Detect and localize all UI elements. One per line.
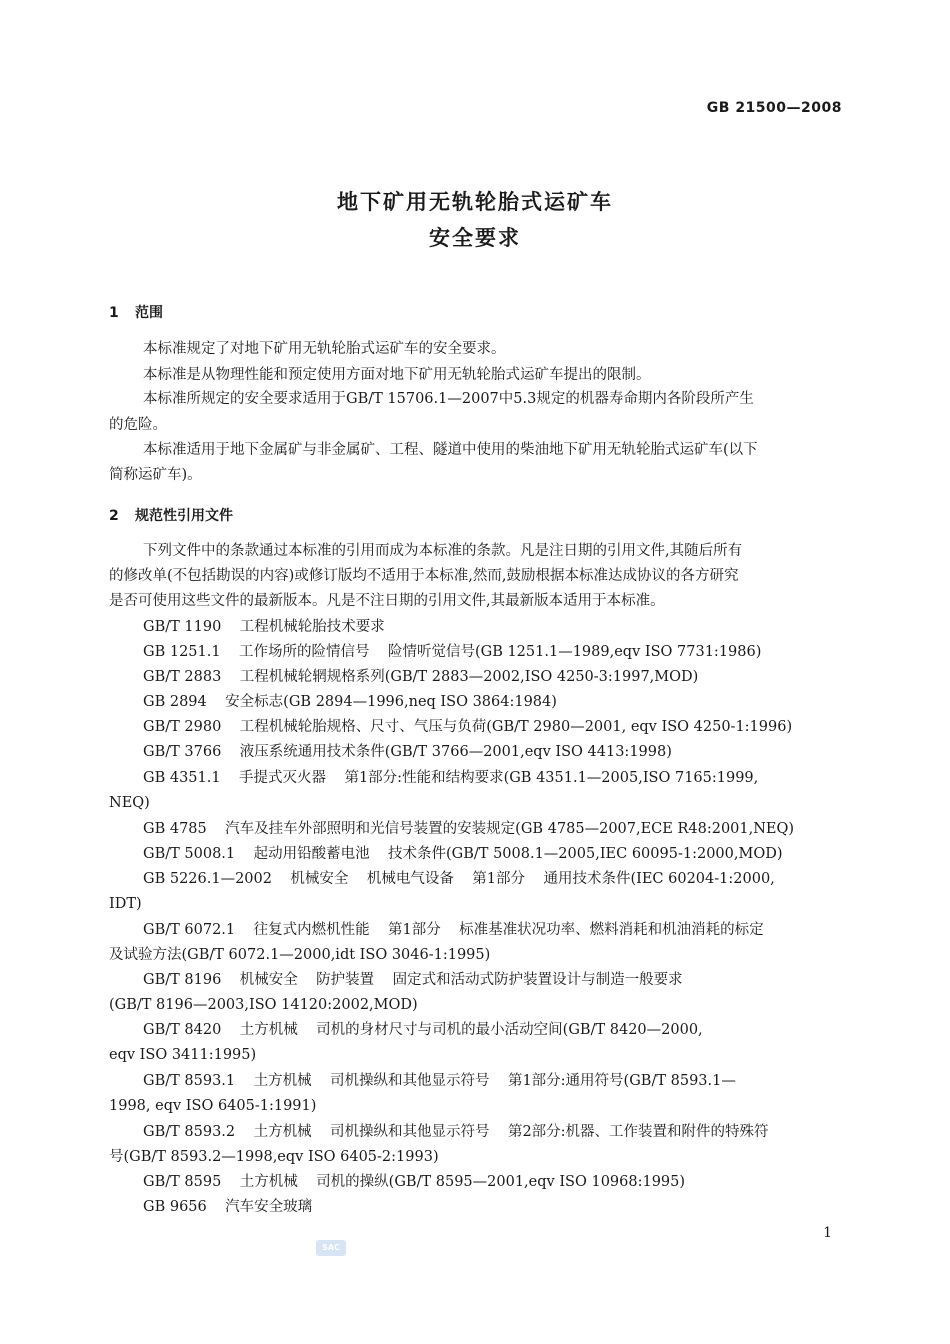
reference-line: GB 9656 汽车安全玻璃 <box>143 1199 313 1215</box>
standard-code: GB 21500—2008 <box>706 100 842 116</box>
section-title: 范围 <box>135 305 163 321</box>
reference-line: GB/T 8420 土方机械 司机的身材尺寸与司机的最小活动空间(GB/T 8420—2000, <box>143 1022 703 1038</box>
paragraph-line: 的危险。 <box>109 417 167 433</box>
reference-line: GB/T 3766 液压系统通用技术条件(GB/T 3766—2001,eqv ISO 4413:1998) <box>143 744 672 760</box>
paragraph-line: 本标准规定了对地下矿用无轨轮胎式运矿车的安全要求。 <box>143 341 506 357</box>
sac-logo: SAC <box>316 1240 346 1256</box>
document-subtitle: 安全要求 <box>429 226 521 250</box>
paragraph-line: 下列文件中的条款通过本标准的引用而成为本标准的条款。凡是注日期的引用文件,其随后所有 <box>143 543 743 559</box>
section-title: 规范性引用文件 <box>135 508 233 524</box>
reference-line: GB/T 8595 土方机械 司机的操纵(GB/T 8595—2001,eqv ISO 10968:1995) <box>143 1174 686 1190</box>
reference-line: 及试验方法(GB/T 6072.1—2000,idt ISO 3046-1:1995) <box>109 947 491 963</box>
reference-line: GB 4785 汽车及挂车外部照明和光信号装置的安装规定(GB 4785—2007,ECE R48:2001,NEQ) <box>143 821 795 837</box>
paragraph-line: 本标准是从物理性能和预定使用方面对地下矿用无轨轮胎式运矿车提出的限制。 <box>143 367 651 383</box>
paragraph-line: 的修改单(不包括勘误的内容)或修订版均不适用于本标准,然而,鼓励根据本标准达成协议的各方研究 <box>109 568 739 584</box>
section-2-heading <box>109 505 233 525</box>
paragraph-line: 本标准适用于地下金属矿与非金属矿、工程、隧道中使用的柴油地下矿用无轨轮胎式运矿车(以下 <box>143 442 758 458</box>
reference-line: GB 2894 安全标志(GB 2894—1996,neq ISO 3864:1984) <box>143 694 557 710</box>
reference-line: GB 4351.1 手提式灭火器 第1部分:性能和结构要求(GB 4351.1—2005,ISO 7165:1999, <box>143 770 759 786</box>
reference-line: NEQ) <box>109 795 150 811</box>
section-number: 2 <box>109 508 119 524</box>
reference-line: GB/T 2980 工程机械轮胎规格、尺寸、气压与负荷(GB/T 2980—2001, eqv ISO 4250-1:1996) <box>143 719 793 735</box>
reference-line: GB/T 5008.1 起动用铅酸蓄电池 技术条件(GB/T 5008.1—2005,IEC 60095-1:2000,MOD) <box>143 846 783 862</box>
paragraph-line: 简称运矿车)。 <box>109 467 202 483</box>
page-number: 1 <box>823 1225 832 1241</box>
reference-line: GB 5226.1—2002 机械安全 机械电气设备 第1部分 通用技术条件(IEC 60204-1:2000, <box>143 871 775 887</box>
reference-line: (GB/T 8196—2003,ISO 14120:2002,MOD) <box>109 997 418 1013</box>
reference-line: GB/T 8593.1 土方机械 司机操纵和其他显示符号 第1部分:通用符号(GB/T 8593.1— <box>143 1073 736 1089</box>
reference-line: GB/T 2883 工程机械轮辋规格系列(GB/T 2883—2002,ISO 4250-3:1997,MOD) <box>143 669 699 685</box>
reference-line: IDT) <box>109 896 142 912</box>
section-number: 1 <box>109 305 119 321</box>
reference-line: eqv ISO 3411:1995) <box>109 1047 257 1063</box>
reference-line: GB 1251.1 工作场所的险情信号 险情听觉信号(GB 1251.1—1989,eqv ISO 7731:1986) <box>143 644 762 660</box>
reference-line: GB/T 6072.1 往复式内燃机性能 第1部分 标准基准状况功率、燃料消耗和机油消耗的标定 <box>143 922 764 938</box>
reference-line: 1998, eqv ISO 6405-1:1991) <box>109 1098 317 1114</box>
paragraph-line: 是否可使用这些文件的最新版本。凡是不注日期的引用文件,其最新版本适用于本标准。 <box>109 593 665 609</box>
reference-line: GB/T 8593.2 土方机械 司机操纵和其他显示符号 第2部分:机器、工作装置和附件的特殊符 <box>143 1124 769 1140</box>
reference-line: 号(GB/T 8593.2—1998,eqv ISO 6405-2:1993) <box>109 1149 439 1165</box>
reference-line: GB/T 1190 工程机械轮胎技术要求 <box>143 619 385 635</box>
document-title: 地下矿用无轨轮胎式运矿车 <box>337 190 613 214</box>
reference-line: GB/T 8196 机械安全 防护装置 固定式和活动式防护装置设计与制造一般要求 <box>143 972 683 988</box>
section-1-heading <box>109 302 163 322</box>
paragraph-line: 本标准所规定的安全要求适用于GB/T 15706.1—2007中5.3规定的机器寿命期内各阶段所产生 <box>143 391 754 407</box>
